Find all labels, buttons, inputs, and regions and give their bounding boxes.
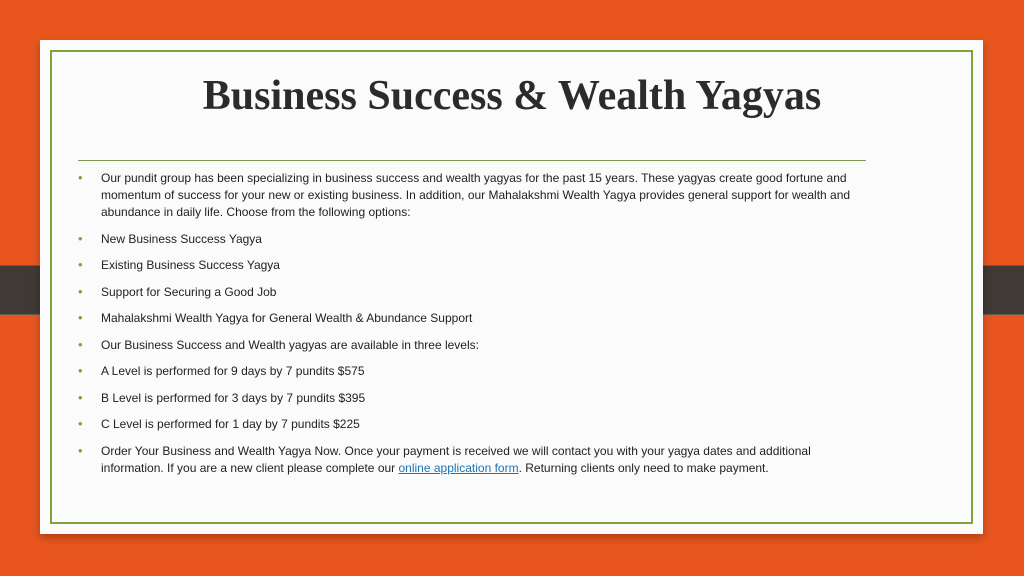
list-item: [78, 170, 868, 221]
option-text: A Level is performed for 9 days by 7 pundits $575: [101, 364, 365, 378]
option-text: Our Business Success and Wealth yagyas are available in three levels:: [101, 337, 479, 352]
closing-text: [101, 444, 811, 475]
option-text: Existing Business Success Yagya: [101, 258, 280, 272]
list-item: [78, 443, 868, 477]
slide-title: Business Success & Wealth Yagyas: [202, 73, 822, 119]
option-text: C Level is performed for 1 day by 7 pundits $225: [101, 417, 360, 431]
list-item: [78, 390, 868, 407]
bullet-icon: •: [78, 170, 83, 185]
list-item: [78, 257, 868, 274]
bullet-icon: •: [78, 442, 83, 458]
closing-text-end: . Returning clients only need to make payment.: [518, 460, 769, 475]
list-item: [78, 310, 868, 327]
bullet-icon: •: [78, 257, 83, 272]
option-text: B Level is performed for 3 days by 7 pundits $395: [101, 390, 366, 405]
closing-text-start: Order Your Business and Wealth Yagya Now. Once your payment is received we will contact you with your yagya dates and additional information. If you are a new client please complete our: [101, 443, 811, 475]
option-text: New Business Success Yagya: [101, 231, 262, 246]
list-item: [78, 363, 868, 380]
bullet-icon: •: [78, 310, 83, 325]
list-item: [78, 337, 868, 354]
bullet-icon: •: [78, 230, 83, 246]
bullet-icon: •: [78, 416, 83, 431]
bullet-icon: •: [78, 283, 83, 299]
online-application-form-link[interactable]: online application form: [398, 460, 519, 475]
list-item: [78, 416, 868, 433]
list-item: [78, 231, 868, 248]
slide-content: [78, 170, 868, 486]
option-text: Support for Securing a Good Job: [101, 284, 277, 299]
bullet-icon: •: [78, 389, 83, 405]
option-text: Mahalakshmi Wealth Yagya for General Wealth & Abundance Support: [101, 311, 473, 325]
bullet-icon: •: [78, 336, 83, 352]
intro-text: Our pundit group has been specializing in business success and wealth yagyas for the past 15 years. These yagyas create good fortune and momentum of success for your new or existing business. In addition, our Mahalakshmi Wealth Yagya provides general support for wealth and abundance in daily life. Choose from the following options:: [101, 171, 851, 219]
title-divider: [78, 160, 866, 161]
list-item: [78, 284, 868, 301]
bullet-icon: •: [78, 363, 83, 378]
